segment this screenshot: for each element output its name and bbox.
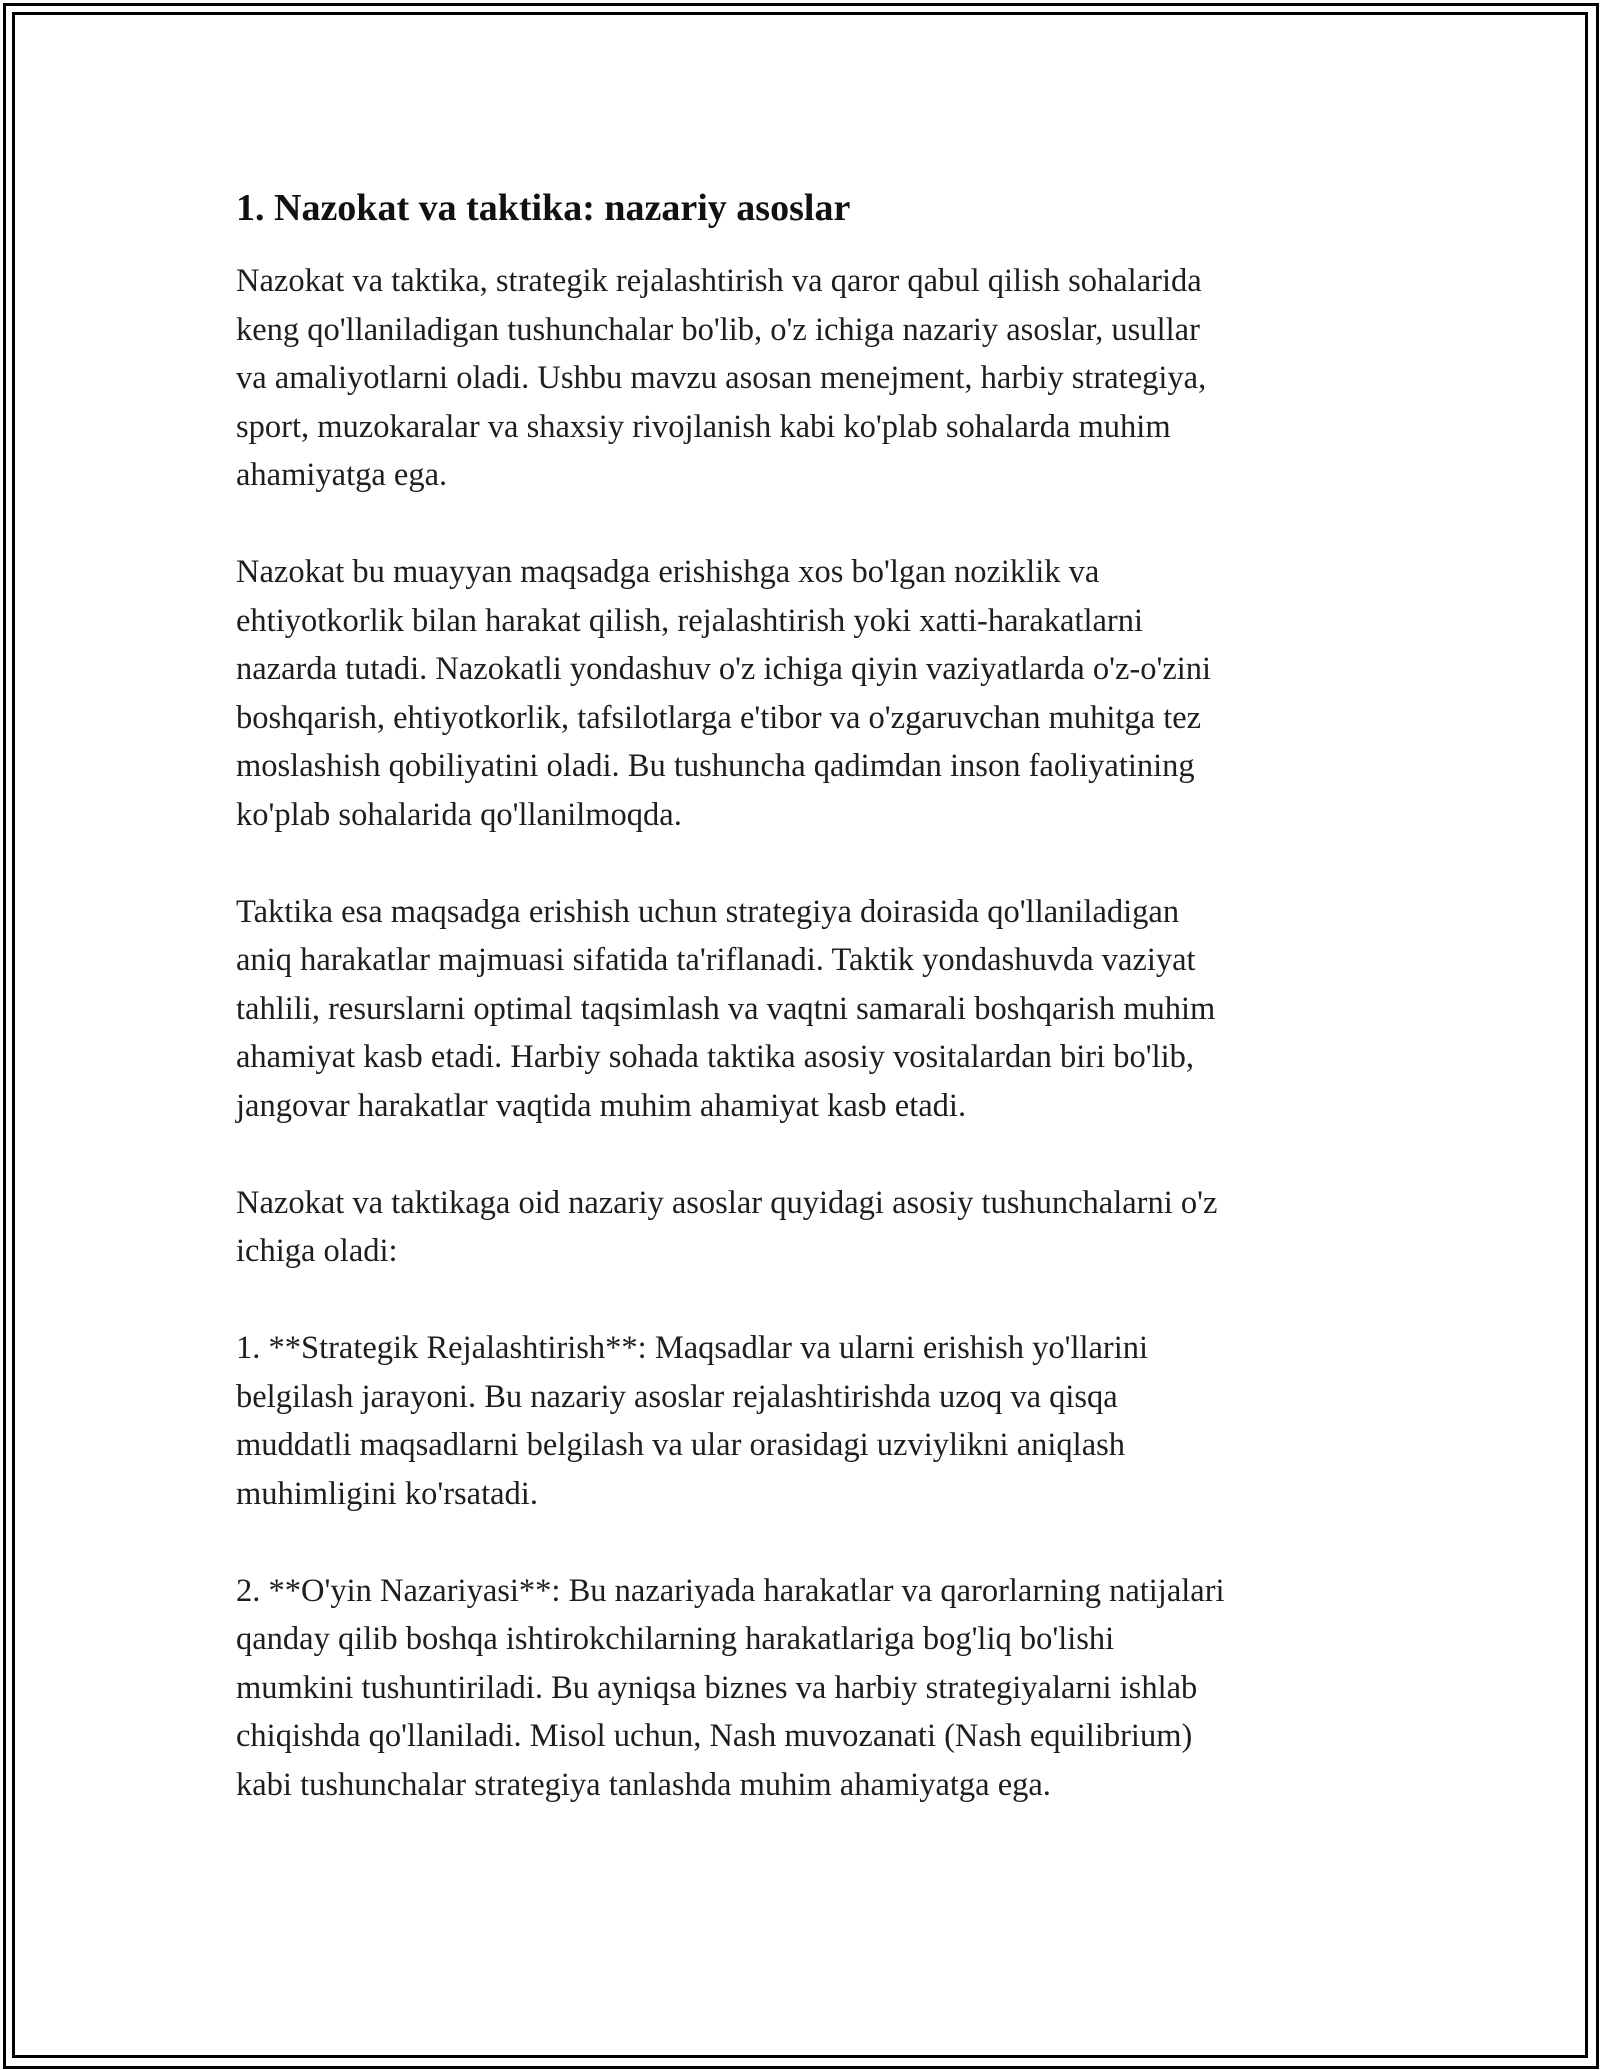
paragraph-intro: Nazokat va taktika, strategik rejalashtirish va qaror qabul qilish sohalarida keng qo'llaniladigan tushunchalar bo'lib, o'z ichiga nazariy asoslar, usullar va amaliyotlarni oladi. Ushbu mavzu asosan menejment, harbiy strategiya, sport, muzokaralar va shaxsiy rivojlanish kabi ko'plab sohalarda muhim ahamiyatga ega. — [236, 263, 1207, 493]
list-item-game-theory: 2. **O'yin Nazariyasi**: Bu nazariyada harakatlar va qarorlarning natijalari qanday qilib boshqa ishtirokchilarning harakatlariga bog'liq bo'lishi mumkini tushuntiriladi. Bu ayniqsa biznes va harbiy strategiyalarni ishlab chiqishda qo'llaniladi. Misol uchun, Nash muvozanati (Nash equilibrium) kabi tushunchalar strategiya tanlashda muhim ahamiyatga ega. — [236, 1572, 1225, 1803]
paragraph-taktika: Taktika esa maqsadga erishish uchun strategiya doirasida qo'llaniladigan aniq harakatlar majmuasi sifatida ta'riflanadi. Taktik yondashuvda vaziyat tahlili, resurslarni optimal taqsimlash va vaqtni samarali boshqarish muhim ahamiyat kasb etadi. Harbiy sohada taktika asosiy vositalardan biri bo'lib, jangovar harakatlar vaqtida muhim ahamiyat kasb etadi. — [236, 893, 1216, 1124]
paragraph-list-intro: Nazokat va taktikaga oid nazariy asoslar quyidagi asosiy tushunchalarni o'z ichiga oladi: — [236, 1184, 1218, 1269]
document-body — [236, 185, 1366, 1858]
section-heading: 1. Nazokat va taktika: nazariy asoslar — [236, 187, 851, 229]
list-item-strategic-planning: 1. **Strategik Rejalashtirish**: Maqsadlar va ularni erishish yo'llarini belgilash jarayoni. Bu nazariy asoslar rejalashtirishda uzoq va qisqa muddatli maqsadlarni belgilash va ular orasidagi uzviylikni aniqlash muhimligini ko'rsatadi. — [236, 1330, 1149, 1512]
paragraph-nazokat: Nazokat bu muayyan maqsadga erishishga xos bo'lgan noziklik va ehtiyotkorlik bilan harakat qilish, rejalashtirish yoki xatti-harakatlarni nazarda tutadi. Nazokatli yondashuv o'z ichiga qiyin vaziyatlarda o'z-o'zini boshqarish, ehtiyotkorlik, tafsilotlarga e'tibor va o'zgaruvchan muhitga tez moslashish qobiliyatini oladi. Bu tushuncha qadimdan inson faoliyatining ko'plab sohalarida qo'llanilmoqda. — [236, 554, 1212, 833]
